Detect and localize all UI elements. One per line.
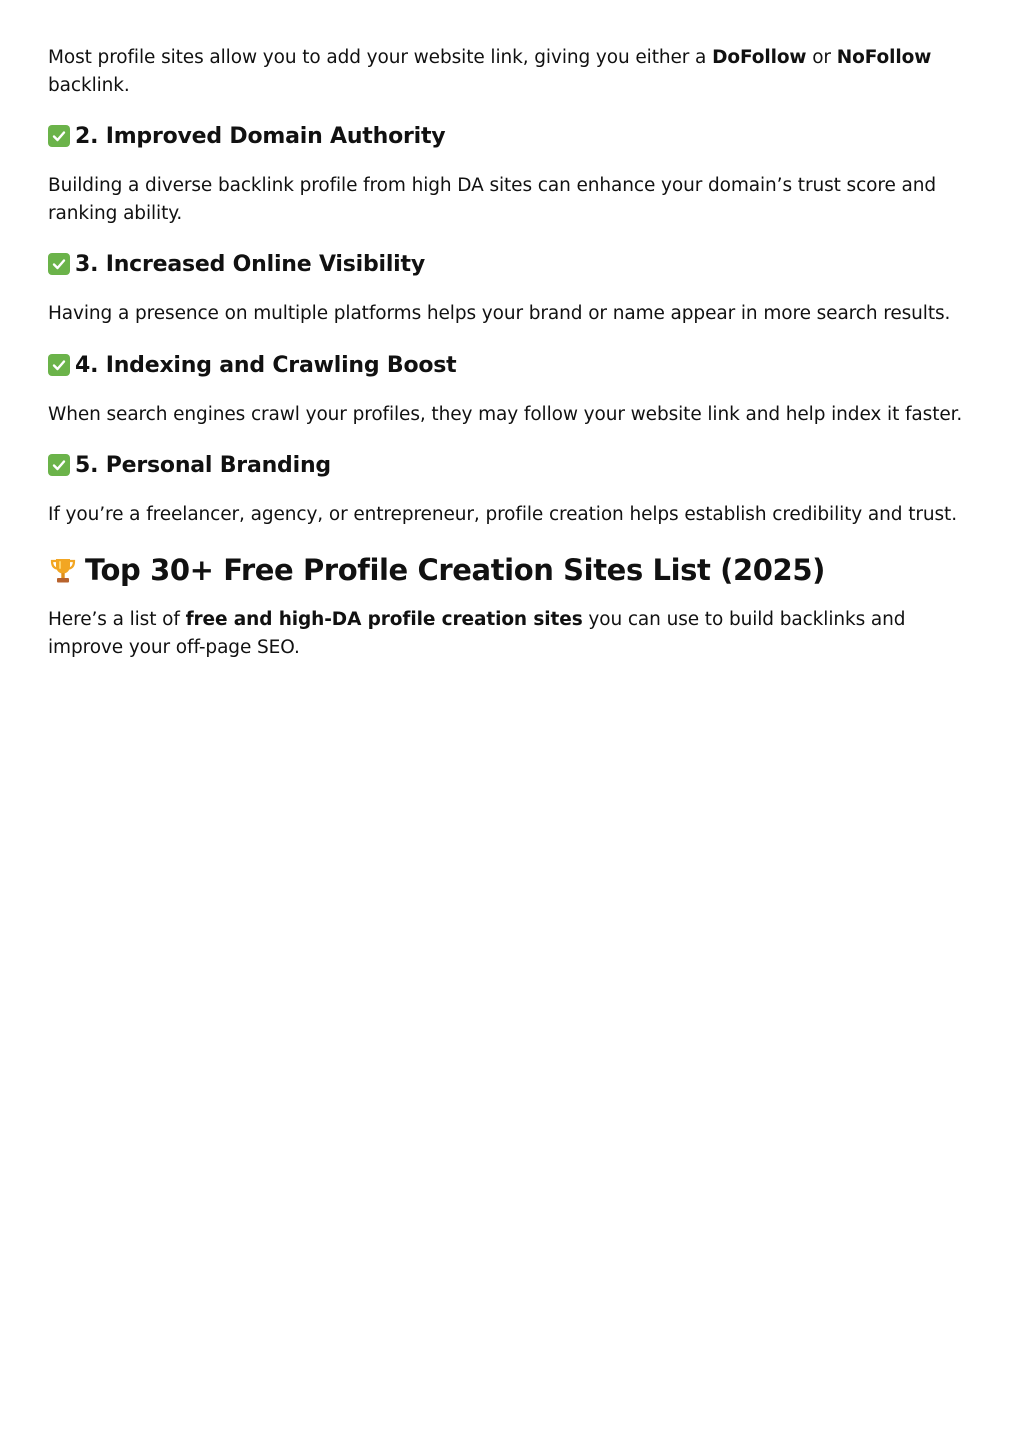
benefit-heading-text: 2. Improved Domain Authority	[75, 123, 446, 149]
dofollow-term: DoFollow	[712, 47, 807, 68]
benefit-heading-text: 3. Increased Online Visibility	[75, 251, 425, 277]
check-icon	[48, 253, 70, 275]
benefit-heading-personal-branding	[48, 450, 978, 480]
section-text-start: Here’s a list of	[48, 609, 186, 630]
benefit-text-domain-authority: Building a diverse backlink profile from high DA sites can enhance your domain’s trust score and ranking ability.	[48, 175, 937, 224]
nofollow-term: NoFollow	[836, 47, 932, 68]
section-text-end: you can use to build backlinks and improve your off-page SEO.	[48, 609, 906, 658]
intro-text-end: backlink.	[48, 75, 130, 96]
check-icon	[48, 125, 70, 147]
section-text-bold: free and high-DA profile creation sites	[185, 609, 583, 630]
section-heading-top-sites	[48, 551, 978, 589]
check-icon	[48, 354, 70, 376]
benefit-heading-online-visibility	[48, 249, 978, 279]
check-icon	[48, 454, 70, 476]
section-intro-paragraph	[48, 606, 978, 662]
intro-text: Most profile sites allow you to add your website link, giving you either a	[48, 47, 713, 68]
benefit-text-indexing: When search engines crawl your profiles, they may follow your website link and help index it faster.	[48, 404, 963, 425]
benefit-heading-text: 4. Indexing and Crawling Boost	[75, 352, 457, 378]
intro-text-or: or	[806, 47, 837, 68]
benefit-text-personal-branding: If you’re a freelancer, agency, or entrepreneur, profile creation helps establish credibility and trust.	[48, 504, 957, 525]
trophy-icon	[48, 555, 78, 585]
benefit-heading-text: 5. Personal Branding	[75, 452, 331, 478]
benefit-text-online-visibility: Having a presence on multiple platforms helps your brand or name appear in more search results.	[48, 303, 951, 324]
benefit-heading-domain-authority	[48, 121, 978, 151]
benefit-heading-indexing	[48, 350, 978, 380]
article-content	[48, 44, 978, 662]
section-heading-text: Top 30+ Free Profile Creation Sites List (2025)	[85, 553, 825, 587]
intro-paragraph	[48, 44, 978, 100]
